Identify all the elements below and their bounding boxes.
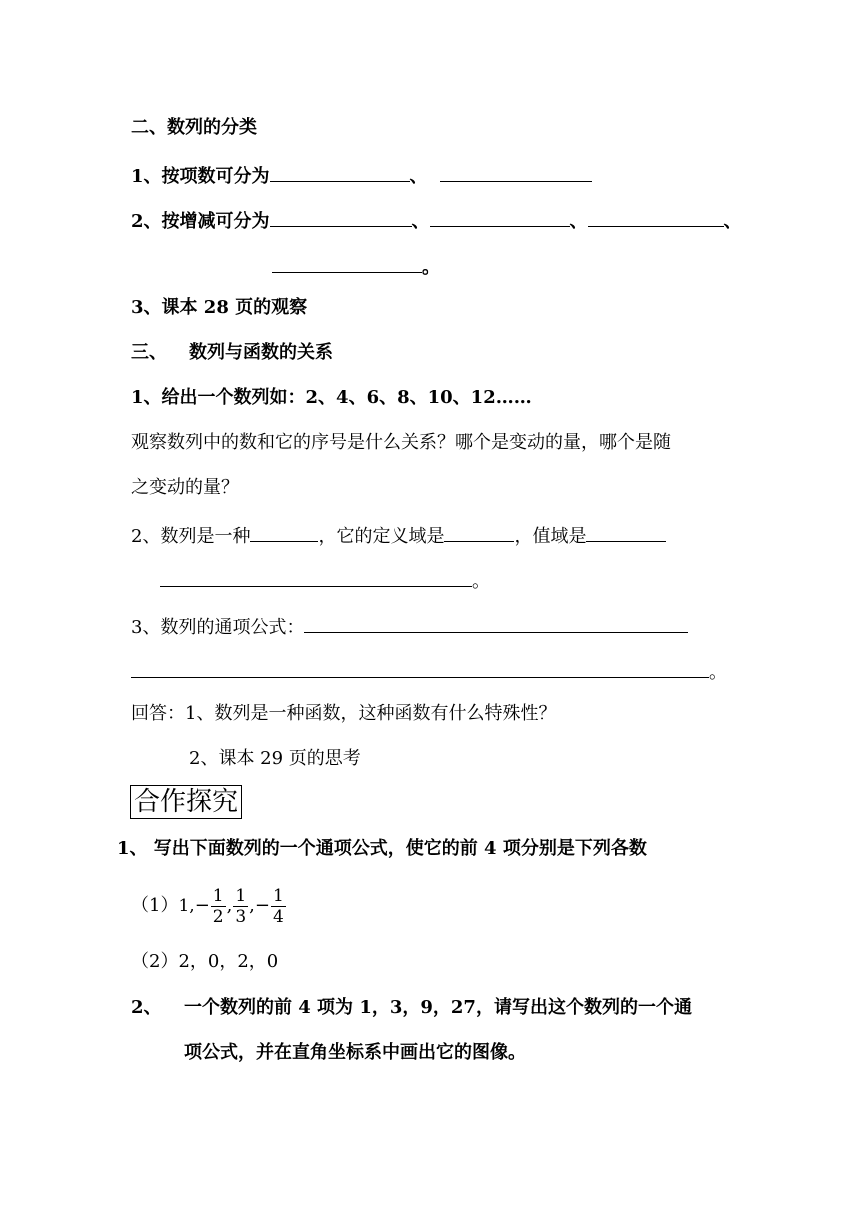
section2-item2-label: 2、按增减可分为 [131, 211, 270, 232]
section3-item2 [131, 521, 666, 549]
fraction: $\frac{1}{2}$ [212, 885, 224, 927]
answer-line1: 回答：1、数列是一种函数，这种函数有什么特殊性？ [131, 703, 557, 724]
item2-text: 2、数列是一种 [131, 526, 251, 547]
section2-title: 二、数列的分类 [131, 117, 257, 138]
cooperate-q1-sub2: （2）2，0，2，0 [131, 951, 279, 972]
section3-item3 [131, 612, 688, 640]
answer-line2: 2、课本 29 页的思考 [189, 748, 361, 769]
item2-text: ，值域是 [514, 526, 587, 547]
period: 。 [422, 257, 440, 278]
section2-item3: 3、课本 28 页的观察 [131, 297, 308, 318]
comma: , [249, 895, 255, 916]
fill-blank[interactable] [304, 612, 688, 633]
period: 。 [709, 662, 727, 683]
section2-item2-continued [272, 252, 440, 280]
fraction: $\frac{1}{3}$ [235, 885, 247, 927]
cooperate-box-title: 合作探究 [130, 785, 242, 819]
section3-question-line1: 观察数列中的数和它的序号是什么关系？哪个是变动的量，哪个是随 [131, 432, 671, 453]
section3-item2-continued [160, 566, 490, 594]
cooperate-q1: 1、 写出下面数列的一个通项公式，使它的前 4 项分别是下列各数 [117, 838, 647, 859]
cooperate-q1-sub1 [131, 884, 287, 928]
section3-item3-continued [131, 657, 727, 685]
minus-sign: − [254, 895, 270, 916]
item3-label: 3、数列的通项公式： [131, 617, 305, 638]
section3-title: 数列与函数的关系 [189, 342, 333, 363]
period: 。 [472, 571, 490, 592]
fill-blank[interactable] [444, 521, 514, 542]
separator: 、 [569, 211, 588, 232]
cooperate-q2-line2: 项公式，并在直角坐标系中画出它的图像。 [184, 1042, 526, 1063]
fill-blank[interactable] [430, 206, 570, 227]
section3-question-line2: 之变动的量？ [131, 477, 239, 498]
section2-item1 [131, 161, 592, 189]
fraction: $\frac{1}{4}$ [273, 885, 284, 927]
section2-item2 [131, 206, 742, 234]
fill-blank[interactable] [586, 521, 666, 542]
comma: , [226, 895, 233, 916]
section3-number: 三、 [131, 342, 167, 363]
separator: 、 [409, 166, 428, 187]
item2-text: ，它的定义域是 [318, 526, 445, 547]
fill-blank[interactable] [440, 161, 592, 182]
fill-blank[interactable] [250, 521, 318, 542]
fill-blank[interactable] [588, 206, 724, 227]
section2-item1-label: 1、按项数可分为 [131, 166, 270, 187]
fill-blank[interactable] [270, 206, 412, 227]
minus-sign: − [194, 895, 210, 916]
math-term: 1, [178, 896, 195, 916]
cooperate-q2-label: 2、 [131, 997, 162, 1018]
section3-title-row [131, 341, 333, 365]
sub-label: （1） [131, 895, 179, 916]
section3-item1: 1、给出一个数列如：2、4、6、8、10、12…… [131, 387, 532, 408]
fill-blank[interactable] [131, 657, 709, 678]
separator: 、 [723, 211, 742, 232]
separator: 、 [411, 211, 430, 232]
fill-blank[interactable] [272, 252, 422, 273]
fill-blank[interactable] [270, 161, 410, 182]
fill-blank[interactable] [160, 566, 472, 587]
cooperate-q2-line1: 一个数列的前 4 项为 1，3，9，27，请写出这个数列的一个通 [184, 997, 692, 1018]
